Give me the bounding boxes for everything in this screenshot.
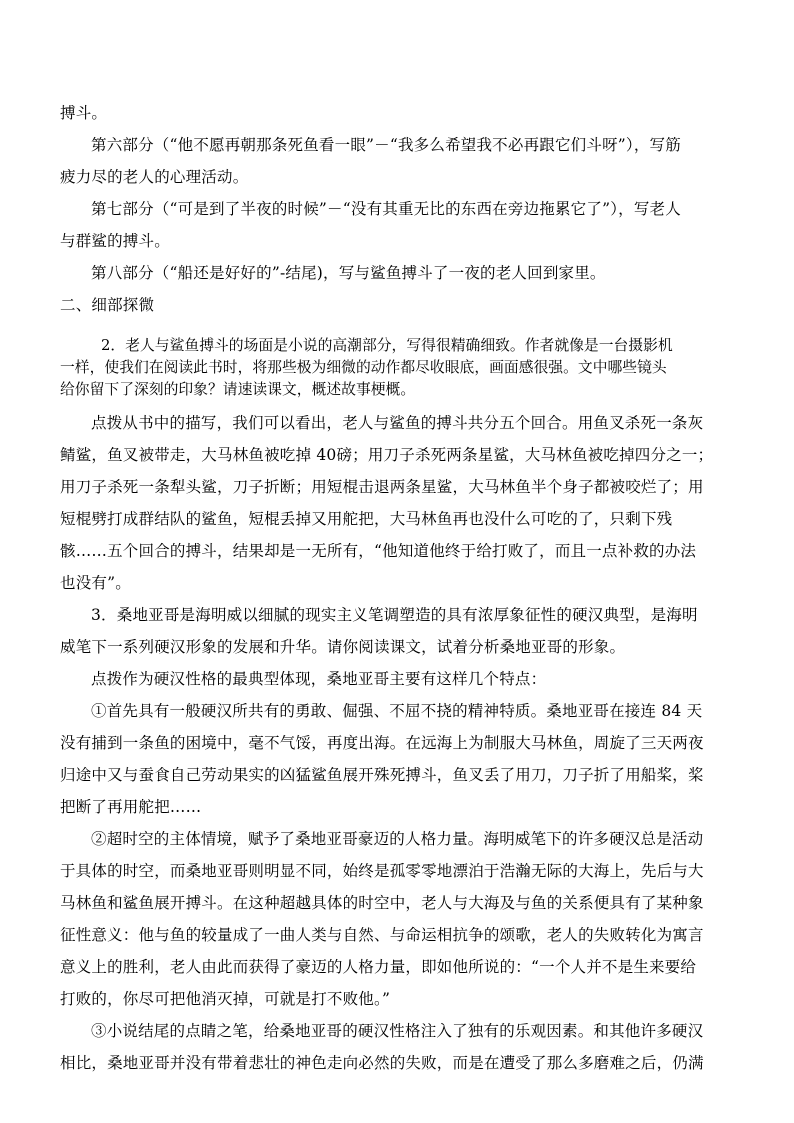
answer-line: 用刀子杀死一条犁头鲨，刀子折断；用短棍击退两条星鲨，大马林鱼半个身子都被咬烂了；用 (60, 478, 704, 496)
question-line: 一样，使我们在阅读此书时，将那些极为细微的动作都尽收眼底，画面感很强。文中哪些镜头 (60, 359, 667, 376)
point-line: ③小说结尾的点睛之笔，给桑地亚哥的硬汉性格注入了独有的乐观因素。和其他许多硬汉 (91, 1022, 704, 1040)
point-line: 意义上的胜利，老人由此而获得了豪迈的人格力量，即如他所说的：“一个人并不是生来要给 (60, 958, 697, 976)
question-line: 威笔下一系列硬汉形象的发展和升华。请你阅读课文，试着分析桑地亚哥的形象。 (60, 638, 626, 656)
question-line: 3．桑地亚哥是海明威以细腻的现实主义笔调塑造的具有浓厚象征性的硬汉典型，是海明 (91, 606, 698, 624)
paragraph-line: 第六部分（“他不愿再朝那条死鱼看一眼”－“我多么希望我不必再跟它们斗呀”），写筋 (91, 136, 681, 154)
point-line: ②超时空的主体情境，赋予了桑地亚哥豪迈的人格力量。海明威笔下的许多硬汉总是活动 (91, 830, 704, 848)
answer-intro: 点拨作为硬汉性格的最典型体现，桑地亚哥主要有这样几个特点： (91, 670, 547, 688)
answer-line: 骸……五个回合的搏斗，结果却是一无所有，“他知道他终于给打败了，而且一点补救的办法 (60, 542, 697, 560)
document-page (60, 97, 740, 1079)
point-line: 打败的，你尽可把他消灭掉，可就是打不败他。” (60, 990, 391, 1008)
answer-line: 鲭鲨，鱼叉被带走，大马林鱼被吃掉 40磅；用刀子杀死两条星鲨，大马林鱼被吃掉四分之一； (60, 446, 714, 464)
answer-line: 短棍劈打成群结队的鲨鱼，短棍丢掉又用舵把，大马林鱼再也没什么可吃的了，只剩下残 (60, 510, 673, 528)
answer-line: 点拨从书中的描写，我们可以看出，老人与鲨鱼的搏斗共分五个回合。用鱼叉杀死一条灰 (91, 414, 704, 432)
section-heading: 二、细部探微 (60, 296, 155, 314)
paragraph-line: 第八部分（“船还是好好的”-结尾)，写与鲨鱼搏斗了一夜的老人回到家里。 (91, 264, 606, 282)
point-line: 征性意义：他与鱼的较量成了一曲人类与自然、与命运相抗争的颂歌，老人的失败转化为寓言 (60, 926, 704, 944)
answer-line: 也没有”。 (60, 574, 131, 592)
paragraph-line: 与群鲨的搏斗。 (60, 232, 170, 250)
point-line: ①首先具有一般硬汉所共有的勇敢、倔强、不屈不挠的精神特质。桑地亚哥在接连 84 天 (91, 702, 703, 720)
paragraph-line: 第七部分（“可是到了半夜的时候”－“没有其重无比的东西在旁边拖累它了”），写老人 (91, 200, 681, 218)
question-line: 给你留下了深刻的印象？请速读课文，概述故事梗概。 (60, 381, 416, 398)
question-line: 2．老人与鲨鱼搏斗的场面是小说的高潮部分，写得很精确细致。作者就像是一台摄影机 (101, 337, 673, 354)
paragraph-line: 疲力尽的老人的心理活动。 (60, 168, 249, 186)
point-line: 把断了再用舵把…… (60, 798, 202, 816)
point-line: 相比，桑地亚哥并没有带着悲壮的神色走向必然的失败，而是在遭受了那么多磨难之后，仍满 (60, 1054, 704, 1072)
point-line: 没有捕到一条鱼的困境中，毫不气馁，再度出海。在远海上为制服大马林鱼，周旋了三天两夜 (60, 734, 704, 752)
paragraph-line: 搏斗。 (60, 104, 108, 122)
point-line: 马林鱼和鲨鱼展开搏斗。在这种超越具体的时空中，老人与大海及与鱼的关系便具有了某种象 (60, 894, 704, 912)
point-line: 归途中又与蚕食自己劳动果实的凶猛鲨鱼展开殊死搏斗，鱼叉丢了用刀，刀子折了用船桨，桨 (60, 766, 704, 784)
point-line: 于具体的时空，而桑地亚哥则明显不同，始终是孤零零地漂泊于浩瀚无际的大海上，先后与大 (60, 862, 704, 880)
